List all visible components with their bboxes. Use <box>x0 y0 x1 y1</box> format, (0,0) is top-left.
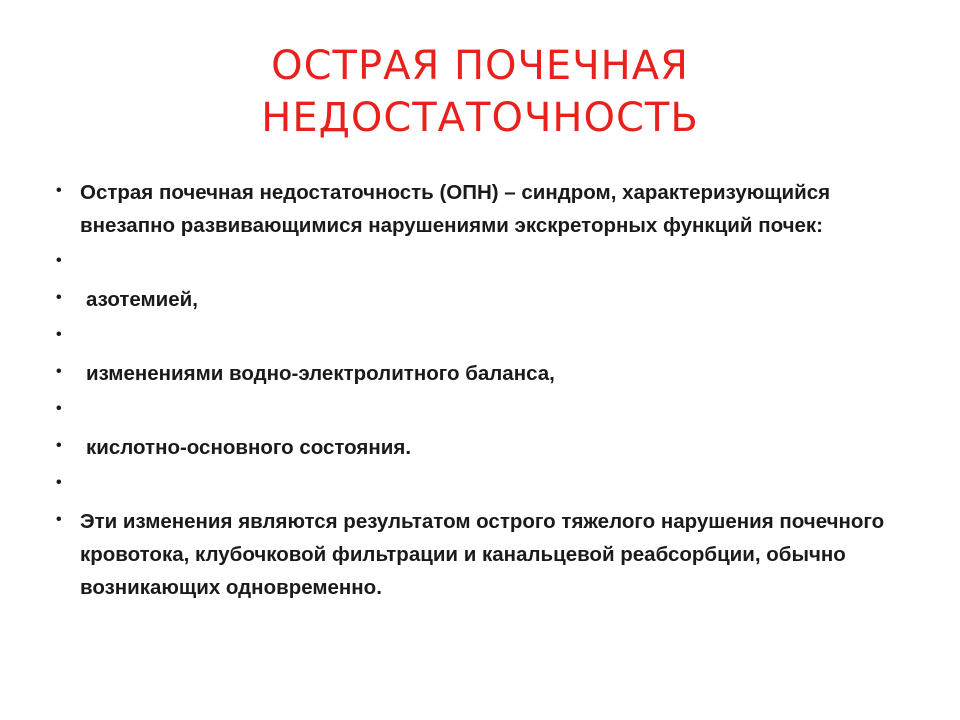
bullet-text: азотемией, <box>86 288 198 311</box>
bullet-dot: • <box>56 400 62 417</box>
bullet-empty <box>52 320 912 353</box>
bullet-empty <box>52 394 912 427</box>
bullet-dot: • <box>56 474 62 491</box>
bullet-empty <box>52 468 912 501</box>
bullet-dot: • <box>56 289 62 306</box>
bullet-list <box>52 176 912 608</box>
bullet-empty <box>52 246 912 279</box>
bullet-dot: • <box>56 252 62 269</box>
bullet-dot: • <box>56 326 62 343</box>
bullet-text: изменениями водно-электролитного баланса, <box>86 362 555 385</box>
bullet-text: Острая почечная недостаточность (ОПН) – синдром, характеризующийся внезапно развивающимися нарушениями экскреторных функций почек: <box>80 181 831 237</box>
bullet-dot: • <box>56 437 62 454</box>
bullet-acid-base <box>52 431 912 464</box>
bullet-text: Эти изменения являются результатом острого тяжелого нарушения почечного кровотока, клубочковой фильтрации и канальцевой реабсорбции, обычно возникающих одновременно. <box>80 510 885 599</box>
bullet-water-electrolyte <box>52 357 912 390</box>
bullet-azotemia <box>52 283 912 316</box>
bullet-dot: • <box>56 511 62 528</box>
bullet-dot: • <box>56 182 62 199</box>
bullet-conclusion <box>52 505 912 604</box>
title-line-1: ОСТРАЯ ПОЧЕЧНАЯ <box>271 43 689 89</box>
bullet-definition <box>52 176 912 242</box>
slide-title <box>80 40 880 144</box>
title-line-2: НЕДОСТАТОЧНОСТЬ <box>261 95 699 141</box>
bullet-text: кислотно-основного состояния. <box>86 436 412 459</box>
bullet-dot: • <box>56 363 62 380</box>
